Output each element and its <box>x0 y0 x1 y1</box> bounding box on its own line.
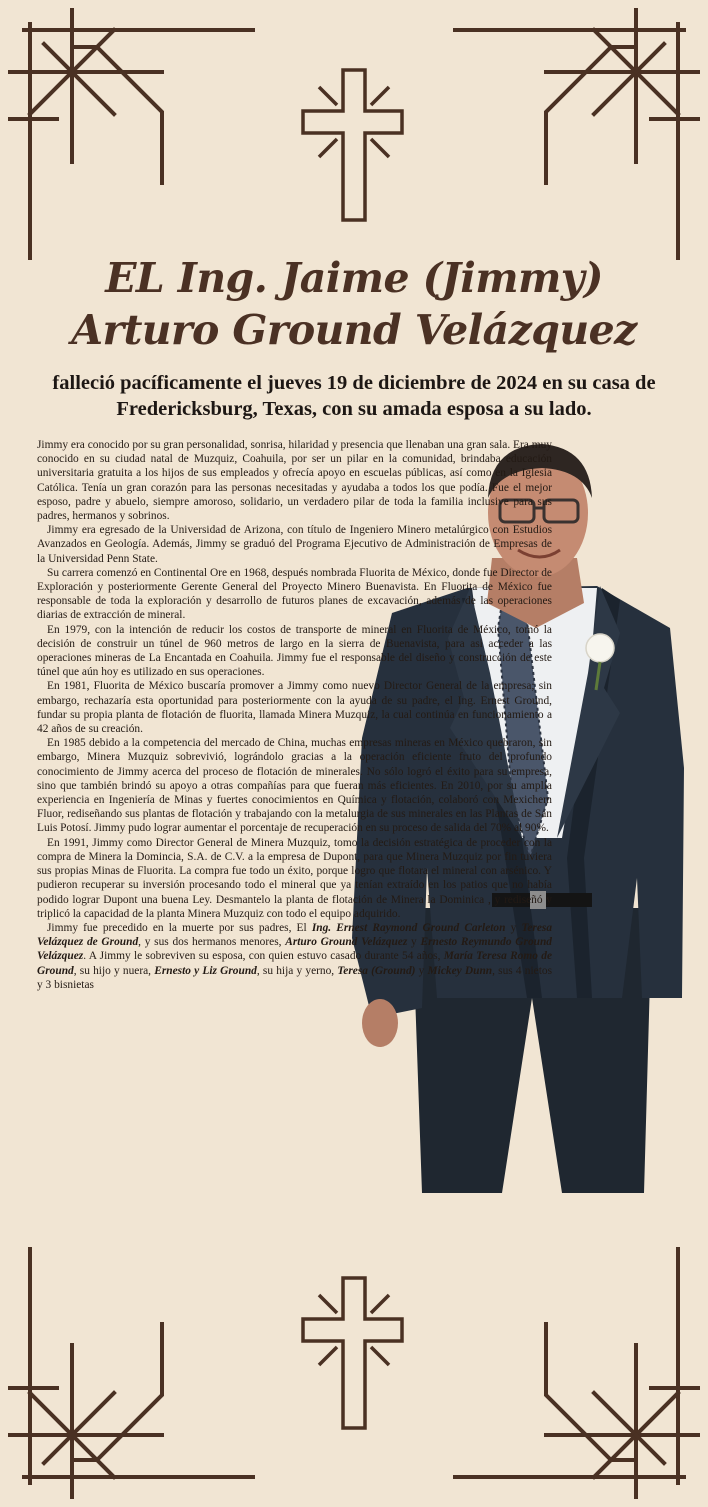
wife-name: María Teresa Romo de Ground <box>37 950 552 977</box>
obituary-title <box>0 252 708 356</box>
brother-name: Ernesto Reymundo Ground Velázquez <box>37 936 553 963</box>
family-paragraph <box>37 921 552 992</box>
family-text: , su hija y yerno, <box>256 964 338 977</box>
paragraph: En 1991, Jimmy como Director General de Minera Muzquiz, tomo la decisión estratégica de proceder con la compra de Minera la Domincia, S.A. de C.V. a la empresa de Dupont, para que Minera Muzquiz por fin tuviera sus propias Minas de Fluorita. La compra fue todo un éxito, porque logro que flotara el mineral con arsénico. Y pudieron recuperar su inversión procesando todo el mineral que ya tenían extraído en los patios que no había podido lograr Dupont una buena Ley. Desmantelo la planta de flotación de Minera la Dominica , y rediseñó y triplicó la capacidad de la planta Minera Muzquiz con todo el equipo adquirido. <box>37 836 552 920</box>
paragraph: En 1979, con la intención de reducir los costos de transporte de mineral en Fluorita de México, tomó la decisión de construir un túnel de 960 metros de largo en la sierra de Buenavista, para asi acceder a las operaciones mineras de La Encantada en Coahuila. Jimmy fue el responsable del diseño y construcción de este túnel que aún hoy es utilizado en sus operaciones. <box>37 623 552 679</box>
corner-ornament-bottom-right <box>448 1247 708 1507</box>
paragraph: Su carrera comenzó en Continental Ore en 1968, después nombrada Fluorita de México, donde fue Director de Exploración y posteriormente Gerente General del Proyecto Minero Buenavista. En Fluorita de México fue responsable de toda la exploración y desarrollo de futuros planes de excavación, además de las operaciones diarias de extracción de mineral. <box>37 566 552 622</box>
family-text: y <box>407 936 421 949</box>
family-text: y <box>505 921 522 934</box>
subtitle: falleció pacíficamente el jueves 19 de diciembre de 2024 en su casa de Fredericksburg, Texas, con su amada esposa a su lado. <box>52 372 656 420</box>
brother-name: Arturo Ground Velázquez <box>285 936 408 949</box>
paragraph: Jimmy era egresado de la Universidad de Arizona, con título de Ingeniero Minero metalúrgico con Estudios Avanzados en Geología. Además, Jimmy se graduó del Programa Ejecutivo de Administración de Empresas de la Universidad Penn State. <box>37 524 552 565</box>
cross-icon <box>290 60 418 230</box>
family-text: , y sus dos hermanos menores, <box>138 936 286 949</box>
cross-icon-bottom <box>290 1268 418 1438</box>
father-name: Ing. Ernest Raymond Ground Carleton <box>311 921 506 934</box>
paragraph: Jimmy era conocido por su gran personalidad, sonrisa, hilaridad y presencia que llenaban una gran sala. Era muy conocido en su ciudad natal de Muzquiz, Coahuila, por ser un pilar en la comunidad, brindaba educación universitaria gratuita a los hijos de sus empleados y ofrecía apoyo en escuelas públicas, así como en la Iglesia Católica. Tenía un gran corazón para las personas necesitadas y ayudaba a todos los que podía. Fue el mejor esposo, padre y abuelo, siempre amoroso, solidario, un verdadero pilar de toda la familia inclusive para sus padres, hermanos y sobrinos. <box>37 439 552 523</box>
family-text: . A Jimmy le sobreviven su esposa, con quien estuvo casado durante 54 años, <box>83 950 444 963</box>
son-name: Ernesto y Liz Ground <box>154 964 257 977</box>
corner-ornament-top-left <box>0 0 260 260</box>
son-in-law-name: Mickey Dunn <box>427 964 493 977</box>
family-text: , su hijo y nuera, <box>73 964 155 977</box>
corner-ornament-bottom-left <box>0 1247 260 1507</box>
title-line-1: EL Ing. Jaime (Jimmy) <box>105 254 603 302</box>
family-text: Jimmy fue precedido en la muerte por sus padres, El <box>47 921 312 934</box>
mother-name: Teresa Velázquez de Ground <box>37 921 553 949</box>
obituary-body <box>37 438 552 992</box>
paragraph: En 1985 debido a la competencia del mercado de China, muchas empresas mineras en México quebraron, sin embargo, Minera Muzquiz sobrevivió, lográndolo gracias a la operación eficiente fruto del profundo conocimiento de Jimmy acerca del proceso de flotación de minerales. No sólo logró el éxito para su empresa, sino que también brindó su apoyo a otras compañías para que fueran más eficientes. En 2010, por su amplia experiencia en Ingeniería de Minas y fuertes conocimientos en Química y flotación, colaboró con Mexichem Fluor, rediseñando sus plantas de flotación y trabajando con la metalurgia de sus minerales en las Plantas de San Luis Potosí. Jimmy pudo lograr aumentar el porcentaje de recuperación en su proceso de salida del 70% al 90%. <box>37 737 552 835</box>
title-line-2: Arturo Ground Velázquez <box>71 306 637 354</box>
family-text: , sus 4 nietos y 3 bisnietas <box>37 964 552 991</box>
family-text: y <box>415 964 428 977</box>
daughter-name: Teresa (Ground) <box>337 964 416 977</box>
corner-ornament-top-right <box>448 0 708 260</box>
paragraph: En 1981, Fluorita de México buscaría promover a Jimmy como nuevo Director General de la empresa; sin embargo, rechazaría esta oportunidad para posteriormente con la ayuda de su padre, el Ing. Ernest Ground, fundar su propia planta de flotación de fluorita, llamada Minera Muzquiz, la cual continúa en funcionamiento a 42 años de su creación. <box>37 680 552 736</box>
